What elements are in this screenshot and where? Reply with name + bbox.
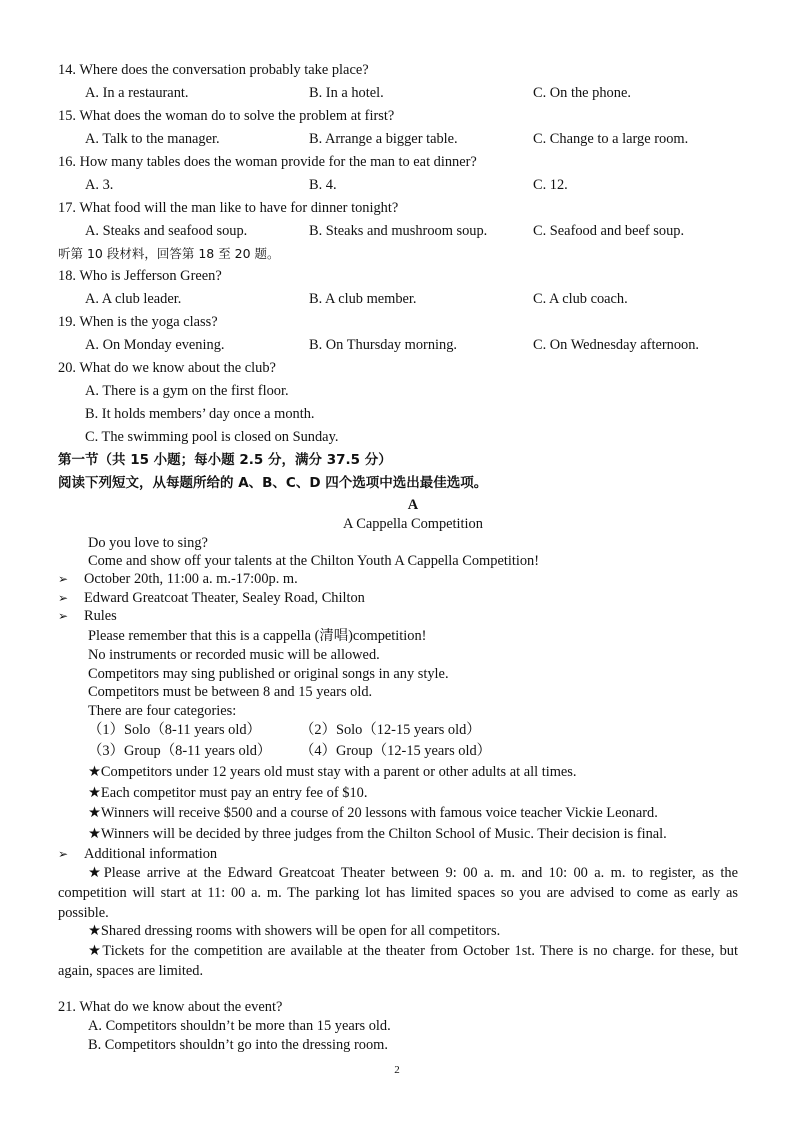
q15-option-b: B. Arrange a bigger table. bbox=[309, 131, 458, 147]
rule-line: Please remember that this is a cappella (清唱)competition! bbox=[88, 628, 427, 644]
event-date: October 20th, 11:00 a. m.-17:00p. m. bbox=[84, 571, 298, 587]
rule-line: Competitors must be between 8 and 15 years old. bbox=[88, 684, 373, 700]
bullet-arrow-icon: ➢ bbox=[58, 572, 69, 586]
question-14-stem: 14. Where does the conversation probably take place? bbox=[58, 62, 369, 78]
venue-bullet bbox=[58, 589, 365, 607]
question-18-stem: 18. Who is Jefferson Green? bbox=[58, 268, 222, 284]
q20-option-c: C. The swimming pool is closed on Sunday. bbox=[85, 429, 339, 445]
additional-info-1: ★Please arrive at the Edward Greatcoat Theater between 9: 00 a. m. and 10: 00 a. m. to register, as the competition will start at 11: 00 a. m. The parking lot has limited spaces so you are advised to come as early as possible. bbox=[58, 865, 738, 921]
rule-line: No instruments or recorded music will be allowed. bbox=[88, 647, 380, 663]
category-1: （1）Solo（8-11 years old） bbox=[88, 722, 261, 738]
star-rule: ★Winners will be decided by three judges from the Chilton School of Music. Their decision is final. bbox=[88, 826, 667, 842]
passage-title: A Cappella Competition bbox=[343, 516, 483, 532]
q19-option-a: A. On Monday evening. bbox=[85, 337, 225, 353]
category-3: （3）Group（8-11 years old） bbox=[88, 743, 272, 759]
rule-line: There are four categories: bbox=[88, 703, 237, 719]
q19-option-c: C. On Wednesday afternoon. bbox=[533, 337, 700, 353]
q17-option-a: A. Steaks and seafood soup. bbox=[85, 223, 248, 239]
intro-line-2: Come and show off your talents at the Chilton Youth A Cappella Competition! bbox=[88, 553, 540, 569]
question-20-stem: 20. What do we know about the club? bbox=[58, 360, 276, 376]
q16-option-b: B. 4. bbox=[309, 177, 337, 193]
q21-option-a: A. Competitors shouldn’t be more than 15 years old. bbox=[88, 1018, 391, 1034]
question-19-stem: 19. When is the yoga class? bbox=[58, 314, 218, 330]
q20-option-a: A. There is a gym on the first floor. bbox=[85, 383, 289, 399]
rules-bullet bbox=[58, 607, 117, 625]
q18-option-a: A. A club leader. bbox=[85, 291, 182, 307]
q15-option-c: C. Change to a large room. bbox=[533, 131, 689, 147]
bullet-arrow-icon: ➢ bbox=[58, 591, 69, 605]
star-rule: ★Each competitor must pay an entry fee of $10. bbox=[88, 785, 368, 801]
rules-heading: Rules bbox=[84, 608, 117, 624]
additional-bullet bbox=[58, 845, 217, 863]
question-17-stem: 17. What food will the man like to have for dinner tonight? bbox=[58, 200, 399, 216]
intro-line-1: Do you love to sing? bbox=[88, 535, 208, 551]
reading-section-title: 第一节（共 15 小题；每小题 2.5 分，满分 37.5 分） bbox=[58, 452, 392, 468]
q14-option-b: B. In a hotel. bbox=[309, 85, 384, 101]
reading-instruction: 阅读下列短文，从每题所给的 A、B、C、D 四个选项中选出最佳选项。 bbox=[58, 475, 488, 491]
q14-option-c: C. On the phone. bbox=[533, 85, 631, 101]
question-16-stem: 16. How many tables does the woman provide for the man to eat dinner? bbox=[58, 154, 477, 170]
bullet-arrow-icon: ➢ bbox=[58, 609, 69, 623]
date-bullet bbox=[58, 570, 298, 588]
q19-option-b: B. On Thursday morning. bbox=[309, 337, 458, 353]
additional-info-3: ★Tickets for the competition are available at the theater from October 1st. There is no charge. for these, but again, spaces are limited. bbox=[58, 943, 738, 979]
question-21-stem: 21. What do we know about the event? bbox=[58, 999, 283, 1015]
event-venue: Edward Greatcoat Theater, Sealey Road, Chilton bbox=[84, 590, 365, 606]
bullet-arrow-icon: ➢ bbox=[58, 847, 69, 861]
category-4: （4）Group（12-15 years old） bbox=[300, 743, 492, 759]
question-15-stem: 15. What does the woman do to solve the problem at first? bbox=[58, 108, 395, 124]
q16-option-a: A. 3. bbox=[85, 177, 114, 193]
star-rule: ★Winners will receive $500 and a course of 20 lessons with famous voice teacher Vickie Leonard. bbox=[88, 805, 658, 821]
q17-option-b: B. Steaks and mushroom soup. bbox=[309, 223, 488, 239]
q18-option-c: C. A club coach. bbox=[533, 291, 628, 307]
q14-option-a: A. In a restaurant. bbox=[85, 85, 189, 101]
q17-option-c: C. Seafood and beef soup. bbox=[533, 223, 685, 239]
q20-option-b: B. It holds members’ day once a month. bbox=[85, 406, 315, 422]
additional-heading: Additional information bbox=[84, 846, 218, 862]
page-number: 2 bbox=[394, 1064, 400, 1076]
rule-line: Competitors may sing published or original songs in any style. bbox=[88, 666, 449, 682]
additional-info-2: ★Shared dressing rooms with showers will be open for all competitors. bbox=[88, 923, 501, 939]
q15-option-a: A. Talk to the manager. bbox=[85, 131, 220, 147]
passage-letter: A bbox=[407, 497, 419, 513]
star-rule: ★Competitors under 12 years old must stay with a parent or other adults at all times. bbox=[88, 764, 577, 780]
q21-option-b: B. Competitors shouldn’t go into the dressing room. bbox=[88, 1037, 388, 1053]
section-10-instruction: 听第 10 段材料，回答第 18 至 20 题。 bbox=[58, 246, 280, 261]
q16-option-c: C. 12. bbox=[533, 177, 568, 193]
q18-option-b: B. A club member. bbox=[309, 291, 417, 307]
category-2: （2）Solo（12-15 years old） bbox=[300, 722, 481, 738]
